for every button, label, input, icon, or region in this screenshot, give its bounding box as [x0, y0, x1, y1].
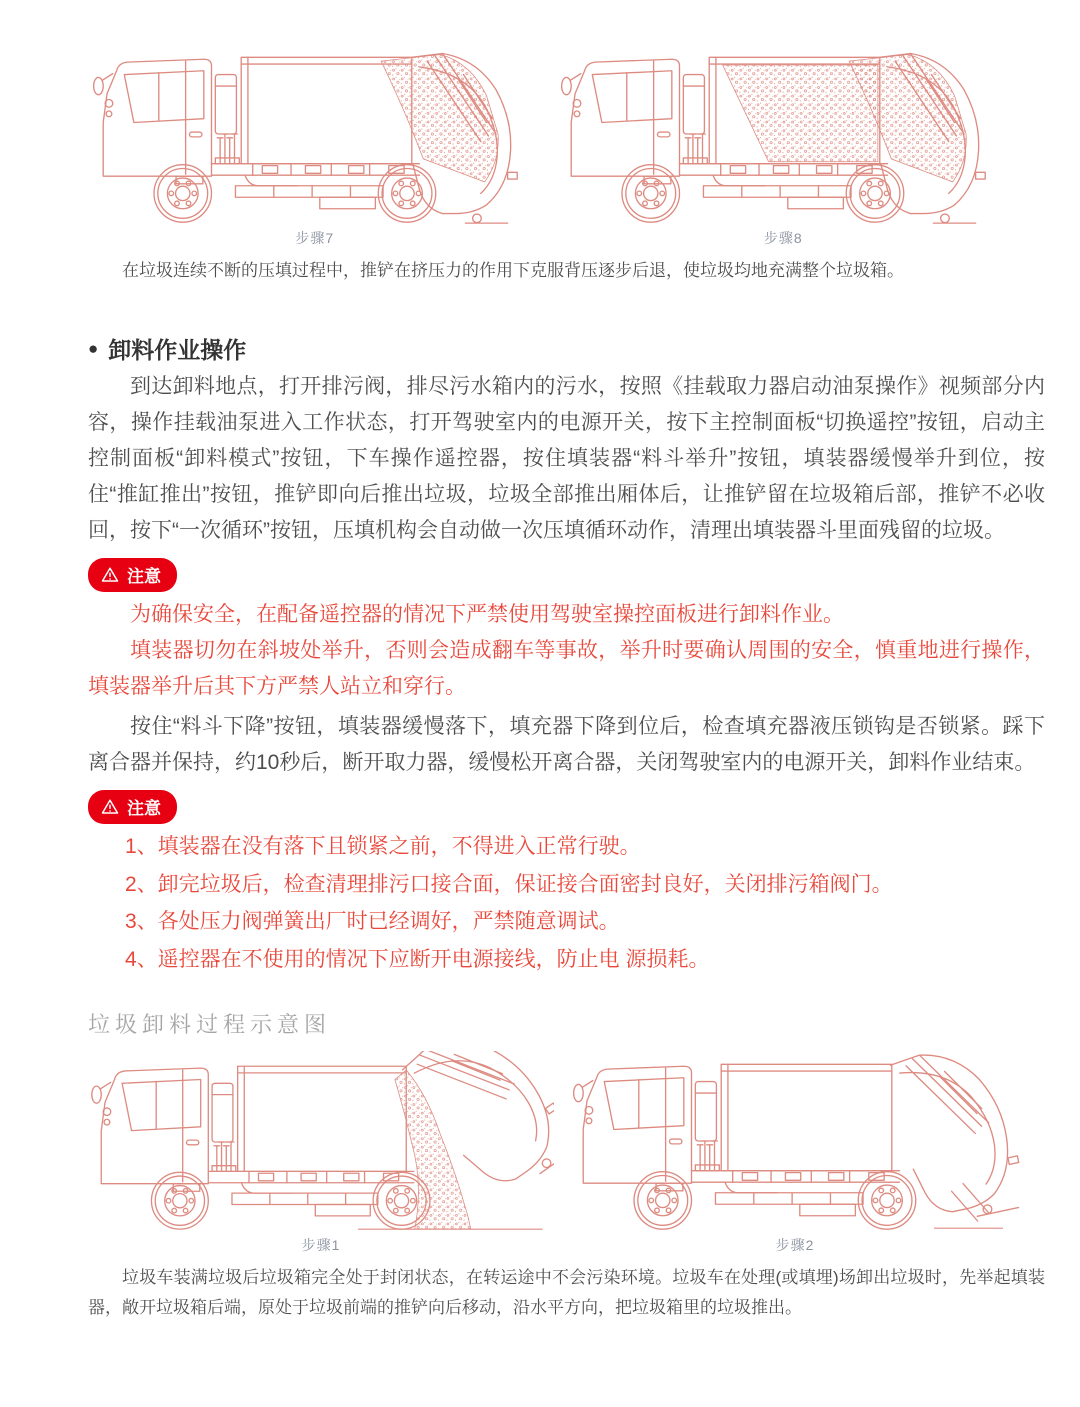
figure-step2 [569, 1049, 1021, 1255]
garbage-truck-illustration-step8 [557, 42, 1009, 226]
section-header [88, 332, 1010, 365]
figure-label-step2: 步骤2 [775, 1237, 815, 1253]
garbage-truck-illustration-step2 [569, 1049, 1021, 1233]
notice-2-items [88, 828, 1010, 978]
diagram-heading: 垃圾卸料过程示意图 [88, 1012, 332, 1037]
section-title: 卸料作业操作 [108, 337, 247, 363]
garbage-truck-illustration-step1 [88, 1051, 554, 1233]
figure-step1 [88, 1051, 554, 1255]
figure-step7 [88, 42, 542, 248]
bullet-icon: ● [88, 339, 99, 358]
notice-badge-1 [88, 558, 177, 592]
figure-row-bottom [88, 1049, 1010, 1255]
paragraph-lowering: 按住“料斗下降”按钮，填装器缓慢落下，填充器下降到位后，检查填充器液压锁钩是否锁紧。踩下离合器并保持，约10秒后，断开取力器，缓慢松开离合器，关闭驾驶室内的电源开关，卸料作业结束。 [88, 715, 1045, 774]
top-caption: 在垃圾连续不断的压填过程中，推铲在挤压力的作用下克服背压逐步后退，使垃圾均地充满整个垃圾箱。 [122, 261, 904, 280]
notice-1-content [88, 597, 1045, 705]
garbage-truck-illustration-step7 [89, 42, 541, 226]
notice-badge-label: 注意 [127, 799, 161, 818]
main-paragraph: 到达卸料地点，打开排污阀，排尽污水箱内的污水，按照《挂载取力器启动油泵操作》视频部分内容，操作挂载油泵进入工作状态，打开驾驶室内的电源开关，按下主控制面板“切换遥控”按钮，启动主控制面板“卸料模式”按钮，下车操作遥控器，按住填装器“料斗举升”按钮，填装器缓慢举升到位，按住“推缸推出”按钮，推铲即向后推出垃圾，垃圾全部推出厢体后，让推铲留在垃圾箱后部，推铲不必收回，按下“一次循环”按钮，压填机构会自动做一次压填循环动作，清理出填装器斗里面残留的垃圾。 [88, 375, 1045, 542]
notice-badge-2 [88, 790, 177, 824]
figure-row-top [88, 42, 1010, 248]
notice-item-2: 2、卸完垃圾后，检查清理排污口接合面，保证接合面密封良好，关闭排污箱阀门。 [125, 872, 893, 896]
warning-triangle-icon [100, 566, 120, 584]
notice-item-1: 1、填装器在没有落下且锁紧之前，不得进入正常行驶。 [125, 835, 641, 858]
notice-item-3: 3、各处压力阀弹簧出厂时已经调好，严禁随意调试。 [125, 910, 620, 933]
figure-label-step1: 步骤1 [301, 1237, 341, 1253]
figure-label-step8: 步骤8 [763, 230, 803, 246]
notice-item-4: 4、遥控器在不使用的情况下应断开电源接线，防止电 源损耗。 [125, 947, 710, 971]
warning-triangle-icon [100, 798, 120, 816]
notice-line: 填装器切勿在斜坡处举升，否则会造成翻车等事故，举升时要确认周围的安全，慎重地进行操作，填装器举升后其下方严禁人站立和穿行。 [88, 639, 1045, 698]
notice-line: 为确保安全，在配备遥控器的情况下严禁使用驾驶室操控面板进行卸料作业。 [130, 603, 844, 626]
bottom-caption: 垃圾车装满垃圾后垃圾箱完全处于封闭状态，在转运途中不会污染环境。垃圾车在处理(或填埋)场卸出垃圾时，先举起填装器，敞开垃圾箱后端，原处于垃圾前端的推铲向后移动，沿水平方向，把垃圾箱里的垃圾推出。 [88, 1268, 1045, 1317]
figure-label-step7: 步骤7 [295, 230, 335, 246]
figure-step8 [557, 42, 1011, 248]
notice-badge-label: 注意 [127, 567, 161, 586]
